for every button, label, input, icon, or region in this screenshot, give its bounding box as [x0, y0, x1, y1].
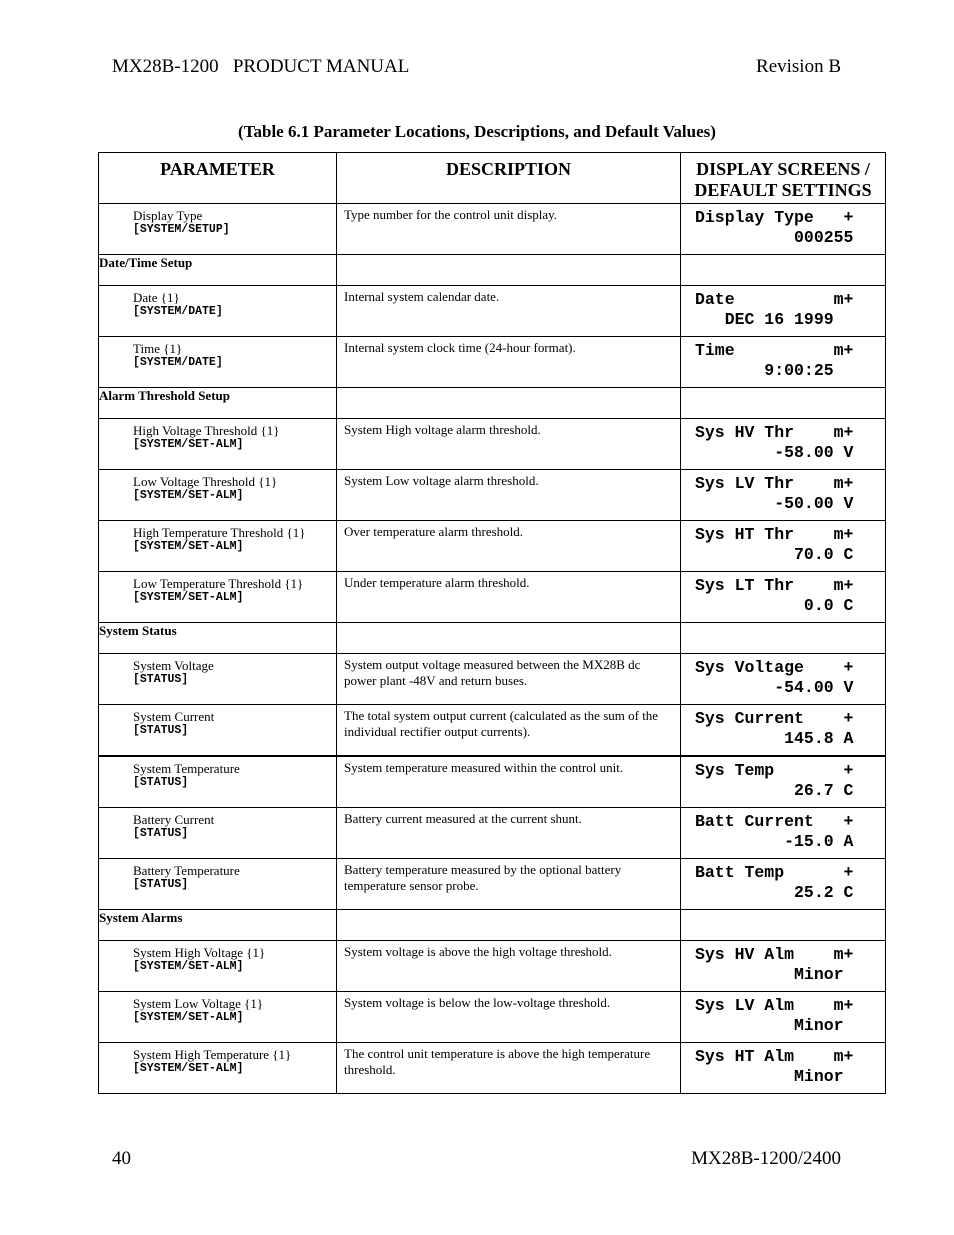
description-text: Internal system calendar date.	[344, 289, 500, 304]
description-text: System temperature measured within the control unit.	[344, 760, 624, 775]
footer-model: MX28B-1200/2400	[691, 1148, 841, 1169]
display-screen-text: Display Type + 000255	[695, 208, 854, 247]
menu-path: [SYSTEM/SET-ALM]	[133, 540, 244, 553]
menu-path: [SYSTEM/SETUP]	[133, 223, 230, 236]
description-text: System Low voltage alarm threshold.	[344, 473, 539, 488]
menu-path: [SYSTEM/SET-ALM]	[133, 438, 244, 451]
menu-path: [SYSTEM/SET-ALM]	[133, 591, 244, 604]
description-text: Over temperature alarm threshold.	[344, 524, 524, 539]
display-cell	[681, 756, 886, 808]
parameter-row	[99, 705, 886, 757]
display-cell	[681, 419, 886, 470]
empty-cell	[681, 910, 886, 941]
empty-cell	[337, 388, 681, 419]
parameter-row	[99, 808, 886, 859]
section-row	[99, 255, 886, 286]
parameter-cell	[99, 286, 337, 337]
description-cell	[337, 470, 681, 521]
parameter-cell	[99, 705, 337, 757]
display-cell	[681, 654, 886, 705]
parameter-cell	[99, 756, 337, 808]
description-cell	[337, 705, 681, 757]
parameter-row	[99, 992, 886, 1043]
description-cell	[337, 1043, 681, 1094]
menu-path: [SYSTEM/SET-ALM]	[133, 489, 244, 502]
parameter-cell	[99, 654, 337, 705]
parameter-name: Low Temperature Threshold {1}	[133, 576, 304, 591]
parameter-name: System Temperature	[133, 761, 240, 776]
display-screen-text: Sys Voltage + -54.00 V	[695, 658, 854, 697]
menu-path: [SYSTEM/SET-ALM]	[133, 1011, 244, 1024]
display-cell	[681, 286, 886, 337]
parameter-cell	[99, 337, 337, 388]
description-text: Battery temperature measured by the optional battery temperature sensor probe.	[344, 862, 622, 893]
parameter-name: System Current	[133, 709, 215, 724]
parameter-cell	[99, 521, 337, 572]
parameter-cell	[99, 204, 337, 255]
display-screen-text: Sys HV Thr m+ -58.00 V	[695, 423, 854, 462]
parameter-row	[99, 337, 886, 388]
parameter-name: System High Voltage {1}	[133, 945, 266, 960]
display-screen-text: Sys LV Alm m+ Minor	[695, 996, 854, 1035]
parameter-cell	[99, 941, 337, 992]
section-row	[99, 623, 886, 654]
description-text: System voltage is below the low-voltage threshold.	[344, 995, 611, 1010]
menu-path: [STATUS]	[133, 673, 189, 686]
parameter-row	[99, 521, 886, 572]
display-screen-text: Batt Temp + 25.2 C	[695, 863, 854, 902]
parameter-name: Low Voltage Threshold {1}	[133, 474, 278, 489]
parameter-name: Display Type	[133, 208, 203, 223]
display-cell	[681, 521, 886, 572]
menu-path: [SYSTEM/DATE]	[133, 305, 223, 318]
description-cell	[337, 941, 681, 992]
description-text: The total system output current (calculated as the sum of the individual rectifier output currents).	[344, 708, 659, 739]
empty-cell	[681, 388, 886, 419]
parameter-name: System High Temperature {1}	[133, 1047, 292, 1062]
page-number: 40	[112, 1148, 131, 1169]
display-screen-text: Sys Temp + 26.7 C	[695, 761, 854, 800]
description-cell	[337, 654, 681, 705]
table-caption: (Table 6.1 Parameter Locations, Descriptions, and Default Values)	[238, 122, 716, 141]
empty-cell	[337, 255, 681, 286]
empty-cell	[681, 255, 886, 286]
display-cell	[681, 470, 886, 521]
description-cell	[337, 572, 681, 623]
display-cell	[681, 337, 886, 388]
parameter-cell	[99, 808, 337, 859]
description-cell	[337, 992, 681, 1043]
description-text: Under temperature alarm threshold.	[344, 575, 530, 590]
parameter-cell	[99, 992, 337, 1043]
menu-path: [STATUS]	[133, 878, 189, 891]
menu-path: [STATUS]	[133, 776, 189, 789]
display-cell	[681, 808, 886, 859]
parameter-row	[99, 654, 886, 705]
display-cell	[681, 572, 886, 623]
description-cell	[337, 859, 681, 910]
parameter-row	[99, 204, 886, 255]
parameter-name: High Voltage Threshold {1}	[133, 423, 280, 438]
parameter-row	[99, 572, 886, 623]
parameter-row	[99, 470, 886, 521]
display-cell	[681, 705, 886, 757]
table-body	[99, 204, 886, 1094]
display-screen-text: Sys LT Thr m+ 0.0 C	[695, 576, 854, 615]
header-revision: Revision B	[756, 56, 841, 77]
menu-path: [SYSTEM/DATE]	[133, 356, 223, 369]
parameter-name: Battery Temperature	[133, 863, 240, 878]
description-cell	[337, 521, 681, 572]
description-text: System High voltage alarm threshold.	[344, 422, 541, 437]
section-title: Date/Time Setup	[99, 255, 337, 286]
parameter-cell	[99, 572, 337, 623]
column-header-display: DISPLAY SCREENS / DEFAULT SETTINGS	[681, 153, 886, 204]
description-text: Battery current measured at the current shunt.	[344, 811, 582, 826]
description-text: Internal system clock time (24-hour format).	[344, 340, 576, 355]
menu-path: [STATUS]	[133, 827, 189, 840]
display-screen-text: Sys LV Thr m+ -50.00 V	[695, 474, 854, 513]
menu-path: [SYSTEM/SET-ALM]	[133, 1062, 244, 1075]
display-cell	[681, 941, 886, 992]
description-text: System output voltage measured between the MX28B dc power plant -48V and return buses.	[344, 657, 641, 688]
parameter-name: System Voltage	[133, 658, 214, 673]
parameter-row	[99, 756, 886, 808]
parameter-row	[99, 941, 886, 992]
parameter-row	[99, 419, 886, 470]
parameter-name: Time {1}	[133, 341, 183, 356]
parameter-table	[98, 152, 886, 1094]
empty-cell	[681, 623, 886, 654]
description-cell	[337, 286, 681, 337]
description-text: Type number for the control unit display.	[344, 207, 558, 222]
display-cell	[681, 859, 886, 910]
description-cell	[337, 419, 681, 470]
parameter-name: Date {1}	[133, 290, 180, 305]
section-title: System Alarms	[99, 910, 337, 941]
description-cell	[337, 337, 681, 388]
parameter-row	[99, 859, 886, 910]
table-header-row	[99, 153, 886, 204]
parameter-row	[99, 1043, 886, 1094]
section-row	[99, 910, 886, 941]
parameter-name: System Low Voltage {1}	[133, 996, 264, 1011]
empty-cell	[337, 910, 681, 941]
parameter-name: High Temperature Threshold {1}	[133, 525, 306, 540]
display-screen-text: Date m+ DEC 16 1999	[695, 290, 854, 329]
parameter-cell	[99, 859, 337, 910]
parameter-cell	[99, 419, 337, 470]
parameter-name: Battery Current	[133, 812, 215, 827]
section-title: Alarm Threshold Setup	[99, 388, 337, 419]
section-title: System Status	[99, 623, 337, 654]
display-screen-text: Batt Current + -15.0 A	[695, 812, 854, 851]
empty-cell	[337, 623, 681, 654]
description-text: System voltage is above the high voltage threshold.	[344, 944, 612, 959]
description-cell	[337, 808, 681, 859]
display-screen-text: Sys Current + 145.8 A	[695, 709, 854, 748]
section-row	[99, 388, 886, 419]
description-cell	[337, 204, 681, 255]
menu-path: [SYSTEM/SET-ALM]	[133, 960, 244, 973]
parameter-cell	[99, 1043, 337, 1094]
header-title: MX28B-1200 PRODUCT MANUAL	[112, 56, 410, 77]
parameter-cell	[99, 470, 337, 521]
display-screen-text: Time m+ 9:00:25	[695, 341, 854, 380]
display-cell	[681, 1043, 886, 1094]
description-cell	[337, 756, 681, 808]
display-screen-text: Sys HT Thr m+ 70.0 C	[695, 525, 854, 564]
display-screen-text: Sys HV Alm m+ Minor	[695, 945, 854, 984]
description-text: The control unit temperature is above the high temperature threshold.	[344, 1046, 651, 1077]
column-header-description: DESCRIPTION	[337, 153, 681, 204]
display-cell	[681, 204, 886, 255]
parameter-row	[99, 286, 886, 337]
menu-path: [STATUS]	[133, 724, 189, 737]
display-cell	[681, 992, 886, 1043]
column-header-parameter: PARAMETER	[99, 153, 337, 204]
display-screen-text: Sys HT Alm m+ Minor	[695, 1047, 854, 1086]
